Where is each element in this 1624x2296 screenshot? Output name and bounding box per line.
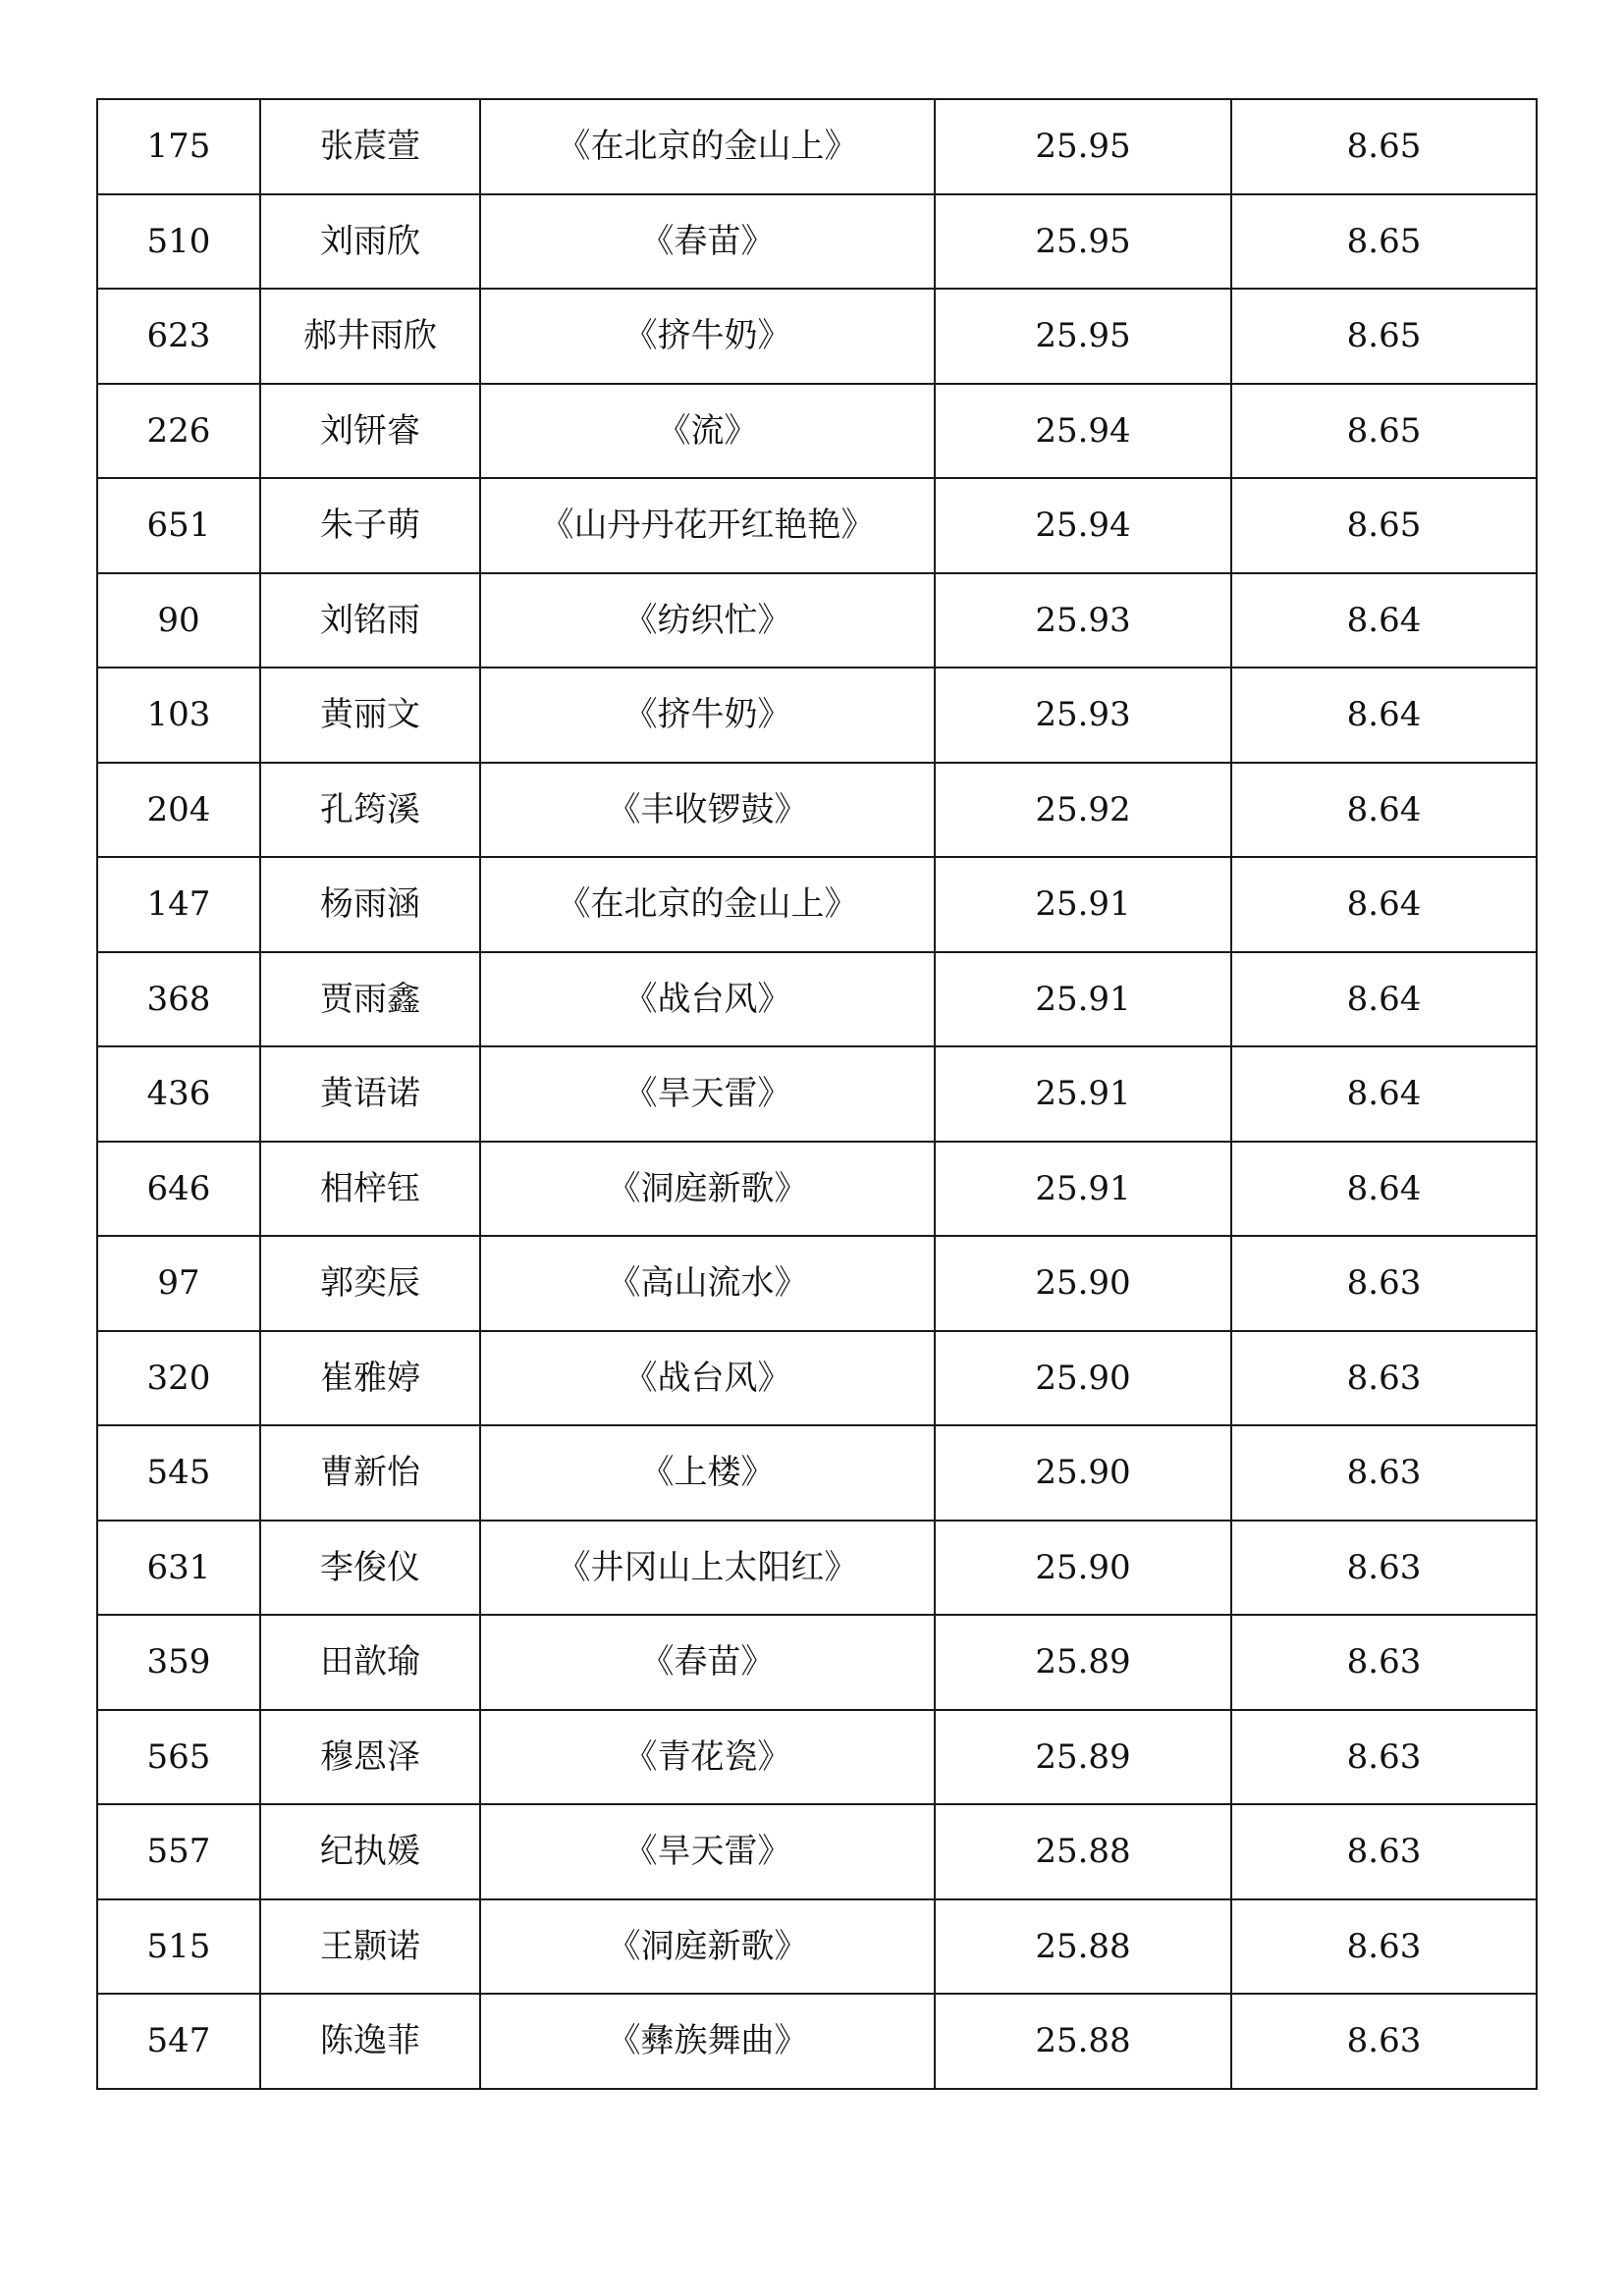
contestant-name-cell: 王颢诺 bbox=[260, 1899, 480, 1995]
piece-title-cell: 《流》 bbox=[480, 384, 935, 479]
contestant-name-cell: 相梓钰 bbox=[260, 1142, 480, 1237]
table-row bbox=[97, 952, 1537, 1047]
entry-number-cell: 368 bbox=[97, 952, 260, 1047]
total-score-cell: 25.95 bbox=[935, 99, 1231, 194]
entry-number-cell: 547 bbox=[97, 1994, 260, 2089]
piece-title-cell: 《彝族舞曲》 bbox=[480, 1994, 935, 2089]
table-row bbox=[97, 99, 1537, 194]
total-score-cell: 25.89 bbox=[935, 1615, 1231, 1710]
table-row bbox=[97, 1899, 1537, 1995]
total-score-cell: 25.91 bbox=[935, 1046, 1231, 1142]
piece-title-cell: 《旱天雷》 bbox=[480, 1804, 935, 1899]
piece-title-cell: 《上楼》 bbox=[480, 1425, 935, 1521]
total-score-cell: 25.89 bbox=[935, 1710, 1231, 1805]
entry-number-cell: 646 bbox=[97, 1142, 260, 1237]
entry-number-cell: 175 bbox=[97, 99, 260, 194]
average-score-cell: 8.65 bbox=[1231, 289, 1537, 384]
entry-number-cell: 359 bbox=[97, 1615, 260, 1710]
piece-title-cell: 《洞庭新歌》 bbox=[480, 1142, 935, 1237]
average-score-cell: 8.63 bbox=[1231, 1425, 1537, 1521]
entry-number-cell: 545 bbox=[97, 1425, 260, 1521]
table-row bbox=[97, 1142, 1537, 1237]
table-row bbox=[97, 194, 1537, 290]
average-score-cell: 8.63 bbox=[1231, 1804, 1537, 1899]
average-score-cell: 8.64 bbox=[1231, 857, 1537, 952]
contestant-name-cell: 田歆瑜 bbox=[260, 1615, 480, 1710]
entry-number-cell: 97 bbox=[97, 1236, 260, 1331]
contestant-name-cell: 郭奕辰 bbox=[260, 1236, 480, 1331]
total-score-cell: 25.88 bbox=[935, 1804, 1231, 1899]
piece-title-cell: 《挤牛奶》 bbox=[480, 667, 935, 763]
total-score-cell: 25.91 bbox=[935, 952, 1231, 1047]
table-row bbox=[97, 1521, 1537, 1616]
total-score-cell: 25.88 bbox=[935, 1899, 1231, 1995]
contestant-name-cell: 穆恩泽 bbox=[260, 1710, 480, 1805]
contestant-name-cell: 刘雨欣 bbox=[260, 194, 480, 290]
contestant-name-cell: 黄语诺 bbox=[260, 1046, 480, 1142]
piece-title-cell: 《青花瓷》 bbox=[480, 1710, 935, 1805]
table-row bbox=[97, 1046, 1537, 1142]
total-score-cell: 25.90 bbox=[935, 1331, 1231, 1426]
entry-number-cell: 510 bbox=[97, 194, 260, 290]
results-table bbox=[96, 98, 1538, 2090]
piece-title-cell: 《洞庭新歌》 bbox=[480, 1899, 935, 1995]
total-score-cell: 25.90 bbox=[935, 1236, 1231, 1331]
average-score-cell: 8.63 bbox=[1231, 1236, 1537, 1331]
table-row bbox=[97, 667, 1537, 763]
total-score-cell: 25.91 bbox=[935, 857, 1231, 952]
contestant-name-cell: 孔筠溪 bbox=[260, 763, 480, 858]
table-row bbox=[97, 1804, 1537, 1899]
average-score-cell: 8.65 bbox=[1231, 478, 1537, 573]
total-score-cell: 25.92 bbox=[935, 763, 1231, 858]
piece-title-cell: 《山丹丹花开红艳艳》 bbox=[480, 478, 935, 573]
contestant-name-cell: 曹新怡 bbox=[260, 1425, 480, 1521]
table-row bbox=[97, 384, 1537, 479]
piece-title-cell: 《战台风》 bbox=[480, 952, 935, 1047]
piece-title-cell: 《旱天雷》 bbox=[480, 1046, 935, 1142]
table-row bbox=[97, 573, 1537, 668]
table-row bbox=[97, 1331, 1537, 1426]
entry-number-cell: 320 bbox=[97, 1331, 260, 1426]
total-score-cell: 25.91 bbox=[935, 1142, 1231, 1237]
average-score-cell: 8.64 bbox=[1231, 1046, 1537, 1142]
table-row bbox=[97, 763, 1537, 858]
total-score-cell: 25.90 bbox=[935, 1425, 1231, 1521]
contestant-name-cell: 纪执媛 bbox=[260, 1804, 480, 1899]
total-score-cell: 25.95 bbox=[935, 194, 1231, 290]
average-score-cell: 8.64 bbox=[1231, 1142, 1537, 1237]
entry-number-cell: 651 bbox=[97, 478, 260, 573]
contestant-name-cell: 刘铭雨 bbox=[260, 573, 480, 668]
piece-title-cell: 《春苗》 bbox=[480, 194, 935, 290]
contestant-name-cell: 朱子萌 bbox=[260, 478, 480, 573]
total-score-cell: 25.94 bbox=[935, 384, 1231, 479]
entry-number-cell: 204 bbox=[97, 763, 260, 858]
contestant-name-cell: 杨雨涵 bbox=[260, 857, 480, 952]
contestant-name-cell: 张莀萱 bbox=[260, 99, 480, 194]
average-score-cell: 8.64 bbox=[1231, 667, 1537, 763]
total-score-cell: 25.93 bbox=[935, 573, 1231, 668]
table-row bbox=[97, 857, 1537, 952]
entry-number-cell: 631 bbox=[97, 1521, 260, 1616]
table-row bbox=[97, 289, 1537, 384]
piece-title-cell: 《在北京的金山上》 bbox=[480, 99, 935, 194]
average-score-cell: 8.65 bbox=[1231, 194, 1537, 290]
contestant-name-cell: 黄丽文 bbox=[260, 667, 480, 763]
entry-number-cell: 103 bbox=[97, 667, 260, 763]
average-score-cell: 8.63 bbox=[1231, 1331, 1537, 1426]
entry-number-cell: 515 bbox=[97, 1899, 260, 1995]
entry-number-cell: 623 bbox=[97, 289, 260, 384]
contestant-name-cell: 李俊仪 bbox=[260, 1521, 480, 1616]
table-row bbox=[97, 1994, 1537, 2089]
table-row bbox=[97, 1615, 1537, 1710]
contestant-name-cell: 陈逸菲 bbox=[260, 1994, 480, 2089]
entry-number-cell: 557 bbox=[97, 1804, 260, 1899]
table-row bbox=[97, 1710, 1537, 1805]
contestant-name-cell: 崔雅婷 bbox=[260, 1331, 480, 1426]
piece-title-cell: 《战台风》 bbox=[480, 1331, 935, 1426]
entry-number-cell: 147 bbox=[97, 857, 260, 952]
average-score-cell: 8.63 bbox=[1231, 1994, 1537, 2089]
piece-title-cell: 《春苗》 bbox=[480, 1615, 935, 1710]
piece-title-cell: 《纺织忙》 bbox=[480, 573, 935, 668]
table-row bbox=[97, 1236, 1537, 1331]
results-table-body bbox=[97, 99, 1537, 2089]
contestant-name-cell: 郝井雨欣 bbox=[260, 289, 480, 384]
total-score-cell: 25.94 bbox=[935, 478, 1231, 573]
entry-number-cell: 90 bbox=[97, 573, 260, 668]
piece-title-cell: 《高山流水》 bbox=[480, 1236, 935, 1331]
average-score-cell: 8.65 bbox=[1231, 99, 1537, 194]
average-score-cell: 8.64 bbox=[1231, 952, 1537, 1047]
average-score-cell: 8.63 bbox=[1231, 1615, 1537, 1710]
average-score-cell: 8.63 bbox=[1231, 1899, 1537, 1995]
piece-title-cell: 《丰收锣鼓》 bbox=[480, 763, 935, 858]
average-score-cell: 8.65 bbox=[1231, 384, 1537, 479]
piece-title-cell: 《井冈山上太阳红》 bbox=[480, 1521, 935, 1616]
average-score-cell: 8.63 bbox=[1231, 1710, 1537, 1805]
total-score-cell: 25.90 bbox=[935, 1521, 1231, 1616]
average-score-cell: 8.63 bbox=[1231, 1521, 1537, 1616]
piece-title-cell: 《在北京的金山上》 bbox=[480, 857, 935, 952]
total-score-cell: 25.93 bbox=[935, 667, 1231, 763]
table-row bbox=[97, 1425, 1537, 1521]
total-score-cell: 25.88 bbox=[935, 1994, 1231, 2089]
entry-number-cell: 565 bbox=[97, 1710, 260, 1805]
table-row bbox=[97, 478, 1537, 573]
entry-number-cell: 436 bbox=[97, 1046, 260, 1142]
entry-number-cell: 226 bbox=[97, 384, 260, 479]
average-score-cell: 8.64 bbox=[1231, 763, 1537, 858]
piece-title-cell: 《挤牛奶》 bbox=[480, 289, 935, 384]
total-score-cell: 25.95 bbox=[935, 289, 1231, 384]
contestant-name-cell: 刘钘睿 bbox=[260, 384, 480, 479]
contestant-name-cell: 贾雨鑫 bbox=[260, 952, 480, 1047]
average-score-cell: 8.64 bbox=[1231, 573, 1537, 668]
